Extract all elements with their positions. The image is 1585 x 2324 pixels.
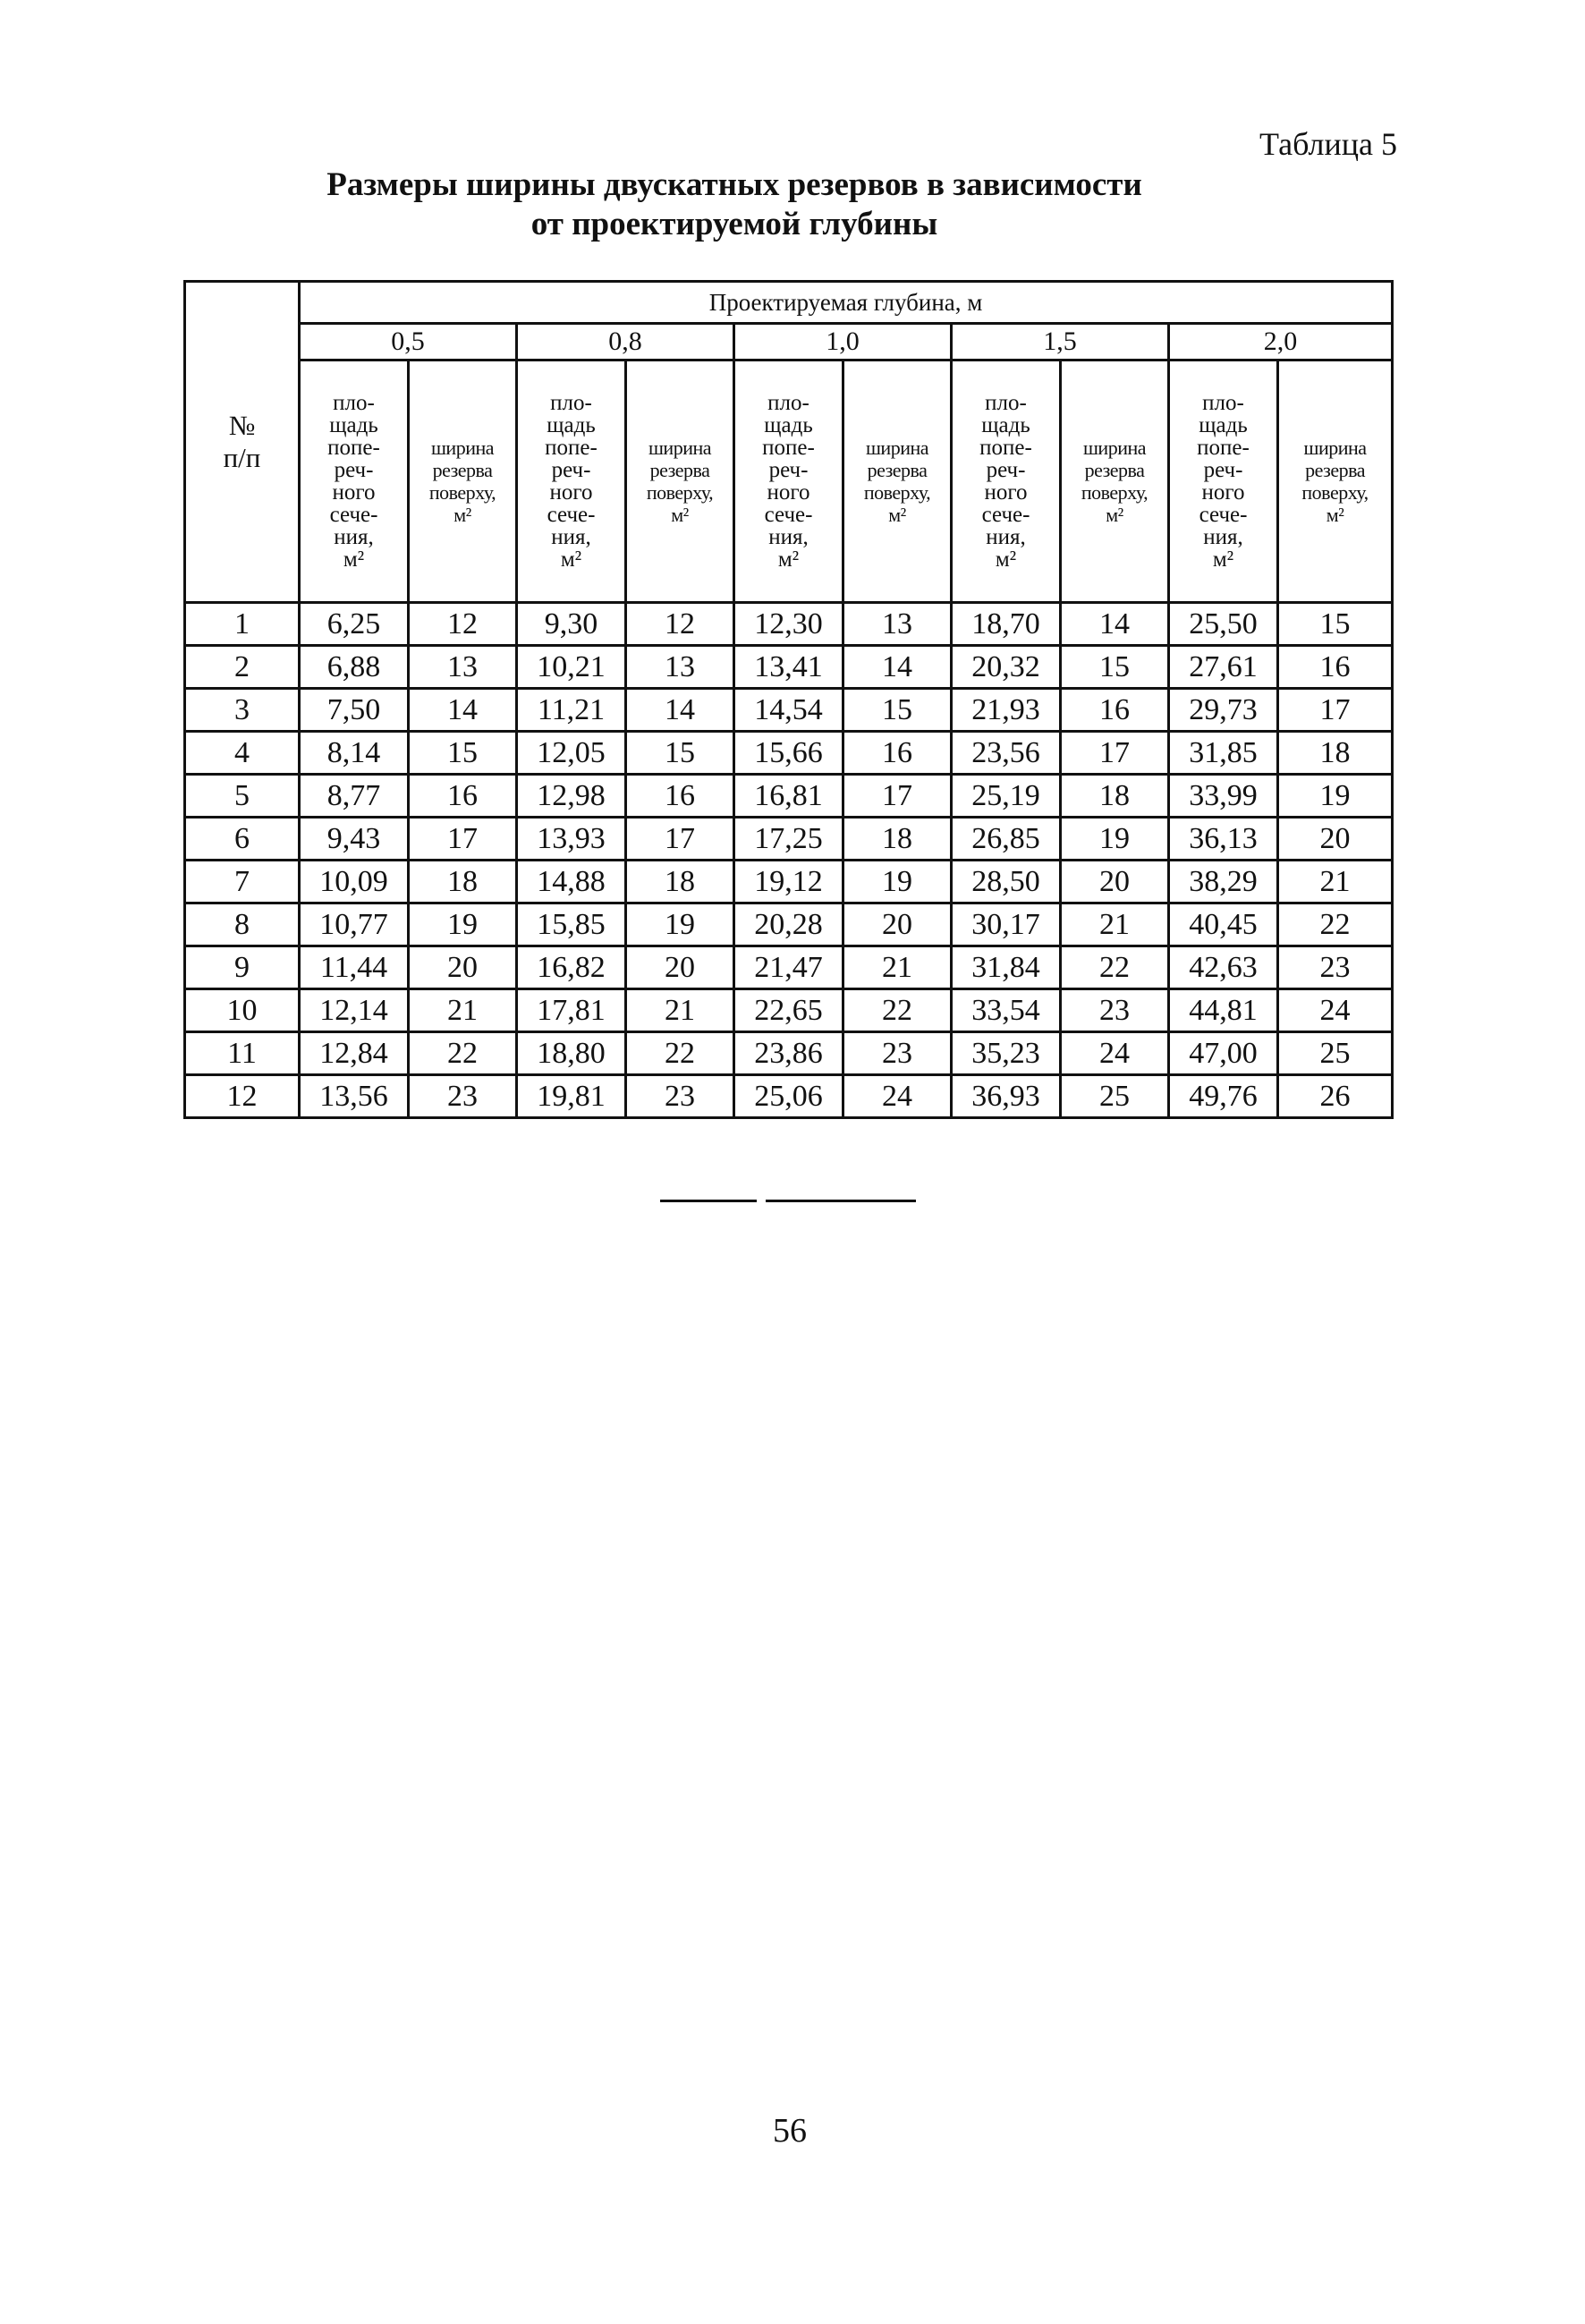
width-cell: 16 (626, 775, 734, 818)
row-number-cell: 12 (185, 1075, 300, 1118)
area-cell: 20,28 (734, 903, 843, 946)
header-depth: 2,0 (1169, 324, 1393, 360)
area-cell: 8,77 (300, 775, 409, 818)
area-cell: 44,81 (1169, 989, 1278, 1032)
width-cell: 23 (1278, 946, 1393, 989)
separator-line (660, 1200, 757, 1202)
area-cell: 21,93 (952, 689, 1061, 732)
area-cell: 28,50 (952, 861, 1061, 903)
table-row (185, 1075, 1393, 1118)
width-cell: 13 (843, 603, 952, 646)
area-cell: 36,13 (1169, 818, 1278, 861)
width-cell: 17 (843, 775, 952, 818)
area-cell: 7,50 (300, 689, 409, 732)
area-cell: 8,14 (300, 732, 409, 775)
area-cell: 25,06 (734, 1075, 843, 1118)
header-depth-title: Проектируемая глубина, м (300, 282, 1393, 324)
area-cell: 49,76 (1169, 1075, 1278, 1118)
row-number-cell: 8 (185, 903, 300, 946)
width-cell: 20 (1278, 818, 1393, 861)
row-number-cell: 10 (185, 989, 300, 1032)
area-cell: 11,21 (517, 689, 626, 732)
width-cell: 16 (1061, 689, 1169, 732)
table-row (185, 775, 1393, 818)
table-row (185, 903, 1393, 946)
area-cell: 13,41 (734, 646, 843, 689)
width-cell: 19 (1061, 818, 1169, 861)
header-area: пло- щадь попе- реч- ного сече- ния, м² (1169, 360, 1278, 603)
width-cell: 25 (1061, 1075, 1169, 1118)
area-cell: 14,88 (517, 861, 626, 903)
width-cell: 17 (626, 818, 734, 861)
width-cell: 16 (1278, 646, 1393, 689)
width-cell: 19 (409, 903, 517, 946)
area-cell: 17,81 (517, 989, 626, 1032)
header-width: ширина резерва поверху, м² (1278, 360, 1393, 603)
area-cell: 35,23 (952, 1032, 1061, 1075)
table-row (185, 646, 1393, 689)
header-width: ширина резерва поверху, м² (626, 360, 734, 603)
area-cell: 23,56 (952, 732, 1061, 775)
width-cell: 24 (843, 1075, 952, 1118)
width-cell: 24 (1061, 1032, 1169, 1075)
width-cell: 19 (626, 903, 734, 946)
area-cell: 14,54 (734, 689, 843, 732)
width-cell: 21 (843, 946, 952, 989)
width-cell: 14 (626, 689, 734, 732)
area-cell: 12,84 (300, 1032, 409, 1075)
table-row (185, 818, 1393, 861)
width-cell: 16 (409, 775, 517, 818)
area-cell: 17,25 (734, 818, 843, 861)
width-cell: 20 (843, 903, 952, 946)
width-cell: 14 (843, 646, 952, 689)
area-cell: 33,99 (1169, 775, 1278, 818)
width-cell: 17 (1061, 732, 1169, 775)
area-cell: 12,30 (734, 603, 843, 646)
area-cell: 26,85 (952, 818, 1061, 861)
header-depth: 1,5 (952, 324, 1169, 360)
area-cell: 11,44 (300, 946, 409, 989)
table-row (185, 989, 1393, 1032)
row-number-cell: 7 (185, 861, 300, 903)
row-number-cell: 1 (185, 603, 300, 646)
area-cell: 47,00 (1169, 1032, 1278, 1075)
width-cell: 20 (626, 946, 734, 989)
area-cell: 12,98 (517, 775, 626, 818)
table-label: Таблица 5 (1259, 126, 1397, 162)
header-depth: 0,8 (517, 324, 734, 360)
width-cell: 21 (409, 989, 517, 1032)
width-cell: 18 (843, 818, 952, 861)
area-cell: 31,85 (1169, 732, 1278, 775)
data-table (183, 280, 1394, 1119)
width-cell: 22 (626, 1032, 734, 1075)
area-cell: 18,80 (517, 1032, 626, 1075)
area-cell: 9,30 (517, 603, 626, 646)
area-cell: 36,93 (952, 1075, 1061, 1118)
area-cell: 19,12 (734, 861, 843, 903)
header-width: ширина резерва поверху, м² (1061, 360, 1169, 603)
table-row (185, 689, 1393, 732)
width-cell: 19 (1278, 775, 1393, 818)
area-cell: 42,63 (1169, 946, 1278, 989)
width-cell: 20 (409, 946, 517, 989)
row-number-cell: 11 (185, 1032, 300, 1075)
width-cell: 12 (409, 603, 517, 646)
area-cell: 6,88 (300, 646, 409, 689)
width-cell: 22 (1278, 903, 1393, 946)
width-cell: 15 (1061, 646, 1169, 689)
area-cell: 9,43 (300, 818, 409, 861)
title-line-1: Размеры ширины двускатных резервов в зависимости (326, 166, 1142, 203)
width-cell: 25 (1278, 1032, 1393, 1075)
width-cell: 18 (626, 861, 734, 903)
title-line-2: от проектируемой глубины (530, 206, 938, 242)
width-cell: 21 (1061, 903, 1169, 946)
header-area: пло- щадь попе- реч- ного сече- ния, м² (952, 360, 1061, 603)
header-number: № п/п (185, 282, 300, 603)
row-number-cell: 4 (185, 732, 300, 775)
area-cell: 10,77 (300, 903, 409, 946)
header-area: пло- щадь попе- реч- ного сече- ния, м² (517, 360, 626, 603)
row-number-cell: 9 (185, 946, 300, 989)
header-depth: 0,5 (300, 324, 517, 360)
area-cell: 15,85 (517, 903, 626, 946)
width-cell: 21 (626, 989, 734, 1032)
table-row (185, 603, 1393, 646)
area-cell: 15,66 (734, 732, 843, 775)
width-cell: 12 (626, 603, 734, 646)
area-cell: 22,65 (734, 989, 843, 1032)
width-cell: 18 (1061, 775, 1169, 818)
area-cell: 31,84 (952, 946, 1061, 989)
area-cell: 29,73 (1169, 689, 1278, 732)
area-cell: 10,09 (300, 861, 409, 903)
table-title (0, 165, 1585, 244)
width-cell: 19 (843, 861, 952, 903)
area-cell: 6,25 (300, 603, 409, 646)
width-cell: 18 (1278, 732, 1393, 775)
area-cell: 13,93 (517, 818, 626, 861)
width-cell: 22 (409, 1032, 517, 1075)
area-cell: 16,81 (734, 775, 843, 818)
area-cell: 23,86 (734, 1032, 843, 1075)
width-cell: 17 (409, 818, 517, 861)
table-row (185, 861, 1393, 903)
width-cell: 23 (409, 1075, 517, 1118)
area-cell: 19,81 (517, 1075, 626, 1118)
area-cell: 12,14 (300, 989, 409, 1032)
row-number-cell: 2 (185, 646, 300, 689)
width-cell: 21 (1278, 861, 1393, 903)
row-number-cell: 3 (185, 689, 300, 732)
area-cell: 10,21 (517, 646, 626, 689)
row-number-cell: 5 (185, 775, 300, 818)
width-cell: 14 (1061, 603, 1169, 646)
width-cell: 18 (409, 861, 517, 903)
area-cell: 33,54 (952, 989, 1061, 1032)
row-number-cell: 6 (185, 818, 300, 861)
table-header (185, 282, 1393, 603)
width-cell: 15 (626, 732, 734, 775)
area-cell: 30,17 (952, 903, 1061, 946)
width-cell: 24 (1278, 989, 1393, 1032)
area-cell: 21,47 (734, 946, 843, 989)
table-row (185, 732, 1393, 775)
area-cell: 20,32 (952, 646, 1061, 689)
table-body (185, 603, 1393, 1118)
width-cell: 17 (1278, 689, 1393, 732)
width-cell: 23 (1061, 989, 1169, 1032)
table-row (185, 1032, 1393, 1075)
width-cell: 15 (409, 732, 517, 775)
area-cell: 25,19 (952, 775, 1061, 818)
width-cell: 26 (1278, 1075, 1393, 1118)
area-cell: 13,56 (300, 1075, 409, 1118)
area-cell: 25,50 (1169, 603, 1278, 646)
width-cell: 15 (843, 689, 952, 732)
width-cell: 13 (409, 646, 517, 689)
area-cell: 27,61 (1169, 646, 1278, 689)
header-area: пло- щадь попе- реч- ного сече- ния, м² (300, 360, 409, 603)
area-cell: 40,45 (1169, 903, 1278, 946)
separator-line (766, 1200, 916, 1202)
width-cell: 15 (1278, 603, 1393, 646)
area-cell: 12,05 (517, 732, 626, 775)
area-cell: 16,82 (517, 946, 626, 989)
page-number: 56 (773, 2112, 807, 2150)
area-cell: 18,70 (952, 603, 1061, 646)
header-width: ширина резерва поверху, м² (409, 360, 517, 603)
table-row (185, 946, 1393, 989)
width-cell: 20 (1061, 861, 1169, 903)
header-depth: 1,0 (734, 324, 952, 360)
header-width: ширина резерва поверху, м² (843, 360, 952, 603)
width-cell: 14 (409, 689, 517, 732)
width-cell: 23 (843, 1032, 952, 1075)
width-cell: 23 (626, 1075, 734, 1118)
width-cell: 22 (1061, 946, 1169, 989)
width-cell: 13 (626, 646, 734, 689)
width-cell: 22 (843, 989, 952, 1032)
width-cell: 16 (843, 732, 952, 775)
header-area: пло- щадь попе- реч- ного сече- ния, м² (734, 360, 843, 603)
area-cell: 38,29 (1169, 861, 1278, 903)
